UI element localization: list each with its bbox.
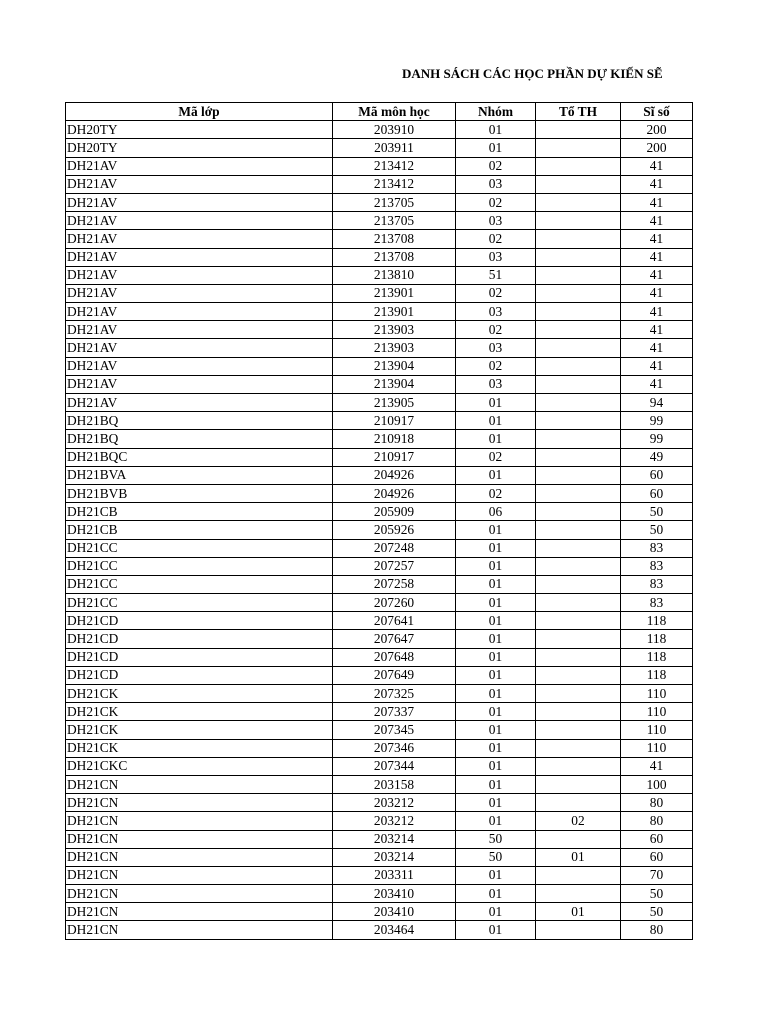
cell-class-size: 60 [621,466,693,484]
cell-course-code: 210917 [333,412,456,430]
cell-group: 01 [456,812,536,830]
cell-course-code: 213905 [333,394,456,412]
cell-class-size: 118 [621,612,693,630]
table-row [66,521,693,539]
cell-class-code: DH21CN [66,812,333,830]
cell-group: 01 [456,685,536,703]
cell-practice-group [536,830,621,848]
table-row [66,448,693,466]
cell-practice-group [536,575,621,593]
cell-course-code: 203214 [333,830,456,848]
cell-class-size: 118 [621,630,693,648]
table-row [66,266,693,284]
cell-class-size: 83 [621,594,693,612]
cell-class-code: DH21AV [66,339,333,357]
table-row [66,139,693,157]
document-title: DANH SÁCH CÁC HỌC PHẦN DỰ KIẾN SẼ [402,66,663,81]
cell-class-size: 100 [621,775,693,793]
cell-group: 03 [456,375,536,393]
cell-class-code: DH21CB [66,521,333,539]
table-row [66,357,693,375]
cell-class-code: DH21AV [66,394,333,412]
cell-class-code: DH20TY [66,121,333,139]
table-row [66,721,693,739]
cell-class-size: 80 [621,921,693,939]
cell-practice-group [536,212,621,230]
cell-class-size: 41 [621,212,693,230]
table-row [66,248,693,266]
cell-group: 01 [456,775,536,793]
cell-class-size: 83 [621,557,693,575]
cell-group: 01 [456,594,536,612]
course-table [65,102,693,940]
cell-class-size: 110 [621,739,693,757]
cell-class-size: 41 [621,321,693,339]
table-row [66,303,693,321]
cell-course-code: 207260 [333,594,456,612]
cell-class-size: 41 [621,757,693,775]
cell-course-code: 213901 [333,303,456,321]
cell-class-size: 41 [621,193,693,211]
table-row [66,284,693,302]
cell-class-size: 41 [621,175,693,193]
cell-course-code: 210917 [333,448,456,466]
cell-group: 01 [456,630,536,648]
cell-practice-group [536,630,621,648]
cell-practice-group [536,739,621,757]
table-row [66,830,693,848]
cell-class-size: 41 [621,339,693,357]
cell-course-code: 204926 [333,466,456,484]
cell-class-size: 94 [621,394,693,412]
cell-class-size: 41 [621,303,693,321]
cell-class-size: 41 [621,375,693,393]
cell-course-code: 207257 [333,557,456,575]
cell-practice-group [536,503,621,521]
cell-class-size: 83 [621,575,693,593]
table-row [66,557,693,575]
cell-practice-group [536,375,621,393]
cell-course-code: 207337 [333,703,456,721]
cell-practice-group [536,721,621,739]
cell-class-size: 41 [621,157,693,175]
cell-group: 01 [456,612,536,630]
cell-class-code: DH21CN [66,885,333,903]
cell-practice-group [536,921,621,939]
cell-class-size: 80 [621,794,693,812]
cell-class-size: 60 [621,848,693,866]
cell-practice-group [536,866,621,884]
cell-group: 01 [456,794,536,812]
cell-practice-group: 01 [536,903,621,921]
cell-class-code: DH21AV [66,157,333,175]
table-row [66,503,693,521]
cell-group: 01 [456,466,536,484]
cell-class-code: DH21CN [66,921,333,939]
table-row [66,794,693,812]
cell-group: 02 [456,484,536,502]
cell-class-code: DH21CD [66,648,333,666]
cell-class-code: DH21CK [66,739,333,757]
cell-class-code: DH21AV [66,248,333,266]
table-row [66,484,693,502]
cell-group: 02 [456,230,536,248]
cell-course-code: 203212 [333,812,456,830]
cell-group: 01 [456,521,536,539]
cell-class-code: DH21CC [66,594,333,612]
cell-class-code: DH21CB [66,503,333,521]
header-row [66,103,693,121]
cell-class-code: DH21CK [66,703,333,721]
table-row [66,430,693,448]
cell-group: 01 [456,430,536,448]
cell-course-code: 207345 [333,721,456,739]
cell-class-code: DH21CK [66,685,333,703]
table-row [66,375,693,393]
cell-course-code: 203410 [333,903,456,921]
cell-practice-group [536,248,621,266]
cell-practice-group [536,612,621,630]
cell-course-code: 203214 [333,848,456,866]
table-header [66,103,693,121]
cell-practice-group [536,430,621,448]
table-row [66,757,693,775]
cell-practice-group [536,157,621,175]
cell-course-code: 213412 [333,175,456,193]
cell-group: 51 [456,266,536,284]
table-row [66,121,693,139]
cell-class-code: DH21BQC [66,448,333,466]
table-row [66,630,693,648]
table-row [66,594,693,612]
cell-class-size: 50 [621,903,693,921]
cell-group: 01 [456,721,536,739]
cell-practice-group [536,666,621,684]
header-class-size: Sĩ số [621,103,693,121]
cell-practice-group [536,775,621,793]
cell-class-size: 83 [621,539,693,557]
cell-course-code: 203212 [333,794,456,812]
table-row [66,666,693,684]
cell-course-code: 213705 [333,212,456,230]
cell-class-code: DH21CN [66,903,333,921]
cell-course-code: 207649 [333,666,456,684]
table-row [66,903,693,921]
cell-group: 01 [456,757,536,775]
cell-practice-group [536,394,621,412]
cell-course-code: 207346 [333,739,456,757]
cell-group: 01 [456,921,536,939]
cell-group: 06 [456,503,536,521]
cell-course-code: 213904 [333,357,456,375]
cell-group: 01 [456,648,536,666]
cell-class-code: DH21AV [66,375,333,393]
cell-group: 01 [456,557,536,575]
cell-group: 01 [456,121,536,139]
table-row [66,466,693,484]
cell-group: 03 [456,339,536,357]
table-row [66,157,693,175]
cell-group: 50 [456,830,536,848]
cell-class-size: 99 [621,412,693,430]
cell-class-code: DH21AV [66,193,333,211]
cell-group: 02 [456,284,536,302]
table-row [66,412,693,430]
cell-group: 01 [456,575,536,593]
cell-class-size: 80 [621,812,693,830]
cell-practice-group [536,412,621,430]
cell-class-code: DH21CD [66,612,333,630]
cell-group: 02 [456,157,536,175]
cell-group: 03 [456,303,536,321]
cell-practice-group [536,339,621,357]
table-row [66,921,693,939]
cell-class-code: DH21CC [66,557,333,575]
cell-class-code: DH21BVA [66,466,333,484]
cell-course-code: 207344 [333,757,456,775]
cell-practice-group [536,321,621,339]
cell-course-code: 203410 [333,885,456,903]
cell-group: 01 [456,666,536,684]
cell-group: 02 [456,321,536,339]
cell-class-size: 70 [621,866,693,884]
cell-class-size: 50 [621,503,693,521]
cell-class-code: DH20TY [66,139,333,157]
cell-class-size: 110 [621,685,693,703]
cell-group: 01 [456,885,536,903]
cell-group: 01 [456,866,536,884]
table-row [66,193,693,211]
cell-class-code: DH21CC [66,539,333,557]
cell-class-code: DH21AV [66,321,333,339]
cell-course-code: 213903 [333,339,456,357]
cell-class-size: 110 [621,703,693,721]
table-row [66,575,693,593]
cell-practice-group [536,885,621,903]
cell-practice-group [536,521,621,539]
cell-course-code: 203911 [333,139,456,157]
cell-class-code: DH21CK [66,721,333,739]
cell-practice-group [536,703,621,721]
cell-group: 02 [456,448,536,466]
cell-practice-group [536,357,621,375]
cell-class-code: DH21BQ [66,430,333,448]
cell-course-code: 213412 [333,157,456,175]
cell-practice-group [536,266,621,284]
cell-practice-group [536,193,621,211]
cell-group: 50 [456,848,536,866]
cell-course-code: 207258 [333,575,456,593]
cell-course-code: 210918 [333,430,456,448]
cell-practice-group [536,139,621,157]
cell-class-code: DH21CKC [66,757,333,775]
cell-course-code: 207641 [333,612,456,630]
cell-course-code: 203158 [333,775,456,793]
table-body [66,121,693,939]
table-row [66,394,693,412]
cell-practice-group [536,448,621,466]
cell-practice-group [536,648,621,666]
table-row [66,230,693,248]
cell-course-code: 203464 [333,921,456,939]
cell-course-code: 213810 [333,266,456,284]
cell-class-code: DH21CN [66,866,333,884]
cell-course-code: 213708 [333,230,456,248]
table-row [66,885,693,903]
table-row [66,703,693,721]
cell-course-code: 204926 [333,484,456,502]
cell-class-size: 41 [621,248,693,266]
cell-course-code: 213904 [333,375,456,393]
table-row [66,612,693,630]
cell-class-size: 118 [621,648,693,666]
cell-course-code: 207325 [333,685,456,703]
table-row [66,848,693,866]
table-row [66,648,693,666]
cell-course-code: 207648 [333,648,456,666]
cell-class-size: 49 [621,448,693,466]
cell-class-code: DH21AV [66,284,333,302]
cell-group: 03 [456,212,536,230]
cell-practice-group [536,121,621,139]
cell-course-code: 203311 [333,866,456,884]
cell-class-size: 41 [621,230,693,248]
cell-class-size: 50 [621,885,693,903]
cell-practice-group: 02 [536,812,621,830]
cell-practice-group [536,539,621,557]
header-group: Nhóm [456,103,536,121]
cell-practice-group [536,794,621,812]
cell-practice-group [536,466,621,484]
cell-class-code: DH21BQ [66,412,333,430]
cell-course-code: 205909 [333,503,456,521]
cell-group: 01 [456,703,536,721]
table-row [66,685,693,703]
cell-class-size: 110 [621,721,693,739]
cell-class-size: 200 [621,121,693,139]
cell-group: 03 [456,248,536,266]
cell-course-code: 213903 [333,321,456,339]
cell-class-size: 99 [621,430,693,448]
cell-class-size: 41 [621,284,693,302]
cell-course-code: 213705 [333,193,456,211]
cell-practice-group [536,757,621,775]
cell-course-code: 207647 [333,630,456,648]
header-practice-group: Tổ TH [536,103,621,121]
table-row [66,739,693,757]
cell-class-code: DH21CN [66,848,333,866]
cell-class-size: 50 [621,521,693,539]
header-course-code: Mã môn học [333,103,456,121]
cell-group: 01 [456,739,536,757]
cell-class-code: DH21CC [66,575,333,593]
table-row [66,175,693,193]
cell-class-code: DH21CD [66,666,333,684]
cell-group: 01 [456,394,536,412]
cell-practice-group [536,484,621,502]
cell-class-size: 41 [621,357,693,375]
cell-class-size: 60 [621,484,693,502]
cell-class-code: DH21CN [66,775,333,793]
cell-group: 01 [456,903,536,921]
cell-class-code: DH21AV [66,212,333,230]
cell-course-code: 213901 [333,284,456,302]
cell-group: 03 [456,175,536,193]
cell-group: 01 [456,139,536,157]
cell-class-code: DH21AV [66,303,333,321]
table-row [66,212,693,230]
cell-class-code: DH21CN [66,794,333,812]
cell-class-code: DH21AV [66,357,333,375]
cell-practice-group [536,284,621,302]
cell-class-code: DH21AV [66,230,333,248]
table-row [66,866,693,884]
cell-practice-group: 01 [536,848,621,866]
cell-practice-group [536,594,621,612]
cell-class-code: DH21CN [66,830,333,848]
cell-class-code: DH21AV [66,175,333,193]
cell-class-size: 200 [621,139,693,157]
cell-practice-group [536,557,621,575]
cell-group: 01 [456,539,536,557]
cell-class-size: 41 [621,266,693,284]
table-row [66,812,693,830]
table-row [66,339,693,357]
table-row [66,539,693,557]
header-class-code: Mã lớp [66,103,333,121]
cell-practice-group [536,230,621,248]
cell-class-code: DH21AV [66,266,333,284]
cell-course-code: 213708 [333,248,456,266]
cell-practice-group [536,685,621,703]
cell-course-code: 207248 [333,539,456,557]
cell-group: 02 [456,357,536,375]
cell-class-code: DH21CD [66,630,333,648]
cell-group: 01 [456,412,536,430]
table-row [66,321,693,339]
cell-practice-group [536,175,621,193]
cell-practice-group [536,303,621,321]
cell-class-code: DH21BVB [66,484,333,502]
cell-course-code: 203910 [333,121,456,139]
cell-course-code: 205926 [333,521,456,539]
table-row [66,775,693,793]
cell-group: 02 [456,193,536,211]
cell-class-size: 118 [621,666,693,684]
cell-class-size: 60 [621,830,693,848]
